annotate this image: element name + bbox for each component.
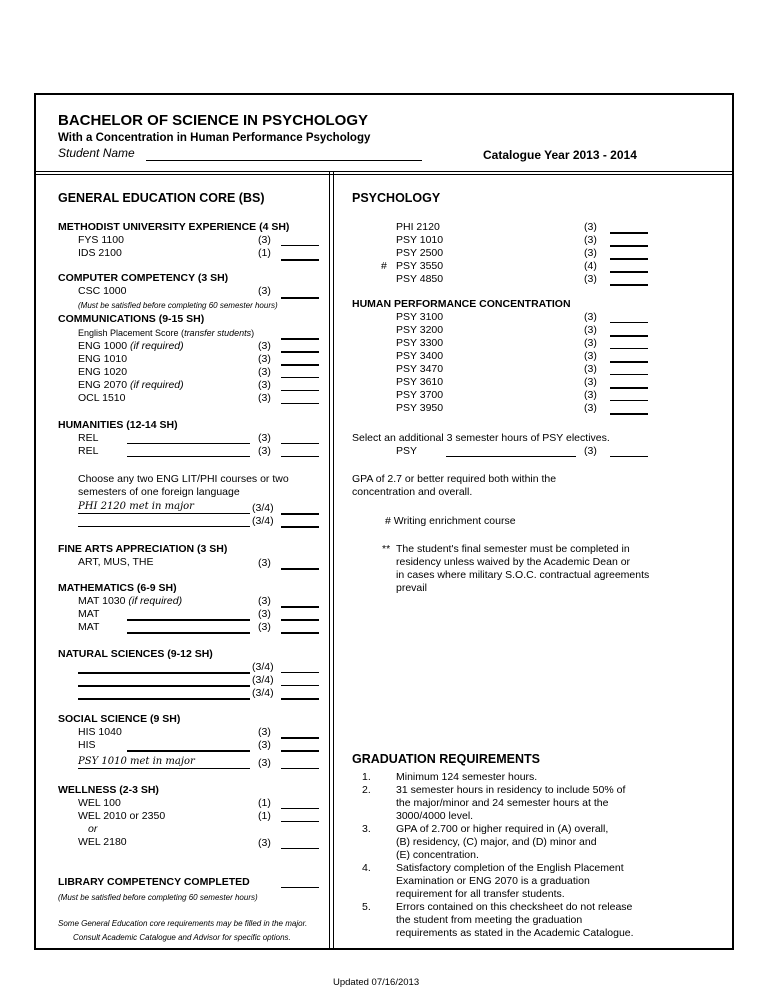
hours: (3) — [584, 221, 597, 233]
grade-blank[interactable] — [610, 361, 648, 363]
column-divider-2 — [333, 172, 334, 949]
grade-blank[interactable] — [281, 750, 319, 752]
hours: (3) — [258, 432, 271, 444]
updated-date: Updated 07/16/2013 — [333, 977, 420, 988]
header-divider — [34, 171, 734, 172]
cc-title: COMPUTER COMPETENCY (3 SH) — [58, 272, 229, 284]
grad-line: 3000/4000 level. — [396, 810, 474, 822]
course-eng1000: ENG 1000 (if required) — [78, 340, 184, 352]
grade-blank[interactable] — [281, 568, 319, 570]
psy-course: PSY 4850 — [396, 273, 444, 285]
hours: (3) — [584, 363, 597, 375]
course-mat: MAT — [78, 621, 100, 633]
cc-note: (Must be satisfied before completing 60 semester hours) — [78, 301, 278, 310]
course-wel2010: WEL 2010 or 2350 — [78, 810, 166, 822]
hum-choose-2: semesters of one foreign language — [78, 486, 240, 498]
hum-choose-1: Choose any two ENG LIT/PHI courses or two — [78, 473, 289, 485]
student-name-field[interactable] — [146, 160, 422, 161]
doc-subtitle: With a Concentration in Human Performance Psychology — [58, 132, 371, 144]
grade-blank[interactable] — [610, 232, 648, 234]
grade-blank[interactable] — [281, 351, 319, 353]
grad-line: the student from meeting the graduation — [396, 914, 583, 926]
final-mark: ** — [382, 543, 391, 555]
course-wel100: WEL 100 — [78, 797, 121, 809]
frame-top — [34, 93, 734, 95]
course-blank[interactable] — [446, 456, 576, 457]
hum-handwritten: PHI 2120 met in major — [78, 501, 194, 512]
writing-note: # Writing enrichment course — [385, 515, 516, 527]
grade-blank[interactable] — [281, 606, 319, 608]
grade-blank[interactable] — [610, 271, 648, 273]
grad-line: Examination or ENG 2070 is a graduation — [396, 875, 590, 887]
grade-blank[interactable] — [281, 259, 319, 261]
hours: (3) — [258, 739, 271, 751]
mue-title: METHODIST UNIVERSITY EXPERIENCE (4 SH) — [58, 221, 290, 233]
grad-line: 31 semester hours in residency to include 50% of — [396, 784, 626, 796]
grad-line: GPA of 2.700 or higher required in (A) overall, — [396, 823, 609, 835]
gpa-line-1: GPA of 2.7 or better required both within the — [352, 473, 557, 485]
grade-blank[interactable] — [610, 400, 648, 401]
grade-blank[interactable] — [281, 632, 319, 634]
hpc-course: PSY 3700 — [396, 389, 444, 401]
hpc-title: HUMAN PERFORMANCE CONCENTRATION — [352, 298, 571, 310]
hours: (3) — [584, 376, 597, 388]
hpc-course: PSY 3400 — [396, 350, 444, 362]
ss-title: SOCIAL SCIENCE (9 SH) — [58, 713, 181, 725]
course-blank[interactable] — [127, 456, 250, 457]
comm-title: COMMUNICATIONS (9-15 SH) — [58, 313, 205, 325]
grade-blank[interactable] — [281, 390, 319, 391]
psy-course: PSY 2500 — [396, 247, 444, 259]
grad-line: (B) residency, (C) major, and (D) minor and — [396, 836, 597, 848]
final-line-1: The student's final semester must be completed in — [396, 543, 630, 555]
frame-left — [34, 93, 36, 950]
final-line-2: residency unless waived by the Academic Dean or — [396, 556, 631, 568]
grade-blank[interactable] — [281, 456, 319, 457]
grad-number: 3. — [362, 823, 371, 835]
course-eng1020: ENG 1020 — [78, 366, 128, 378]
course-mat1030: MAT 1030 (if required) — [78, 595, 183, 607]
grade-blank[interactable] — [610, 348, 648, 349]
grade-blank[interactable] — [281, 403, 319, 404]
grade-blank[interactable] — [610, 284, 648, 286]
math-title: MATHEMATICS (6-9 SH) — [58, 582, 177, 594]
course-ids2100: IDS 2100 — [78, 247, 122, 259]
hours: (3) — [258, 726, 271, 738]
hours: (3) — [258, 234, 271, 246]
grade-blank[interactable] — [281, 808, 319, 809]
grade-blank[interactable] — [281, 338, 319, 340]
grade-blank[interactable] — [281, 672, 319, 673]
grade-blank[interactable] — [281, 364, 319, 366]
course-eng2070: ENG 2070 (if required) — [78, 379, 184, 391]
hum-title: HUMANITIES (12-14 SH) — [58, 419, 178, 431]
grade-blank[interactable] — [281, 848, 319, 849]
grade-blank[interactable] — [610, 374, 648, 375]
course-his: HIS — [78, 739, 96, 751]
grad-number: 5. — [362, 901, 371, 913]
hpc-course: PSY 3610 — [396, 376, 444, 388]
grade-blank[interactable] — [281, 685, 319, 686]
hours: (3) — [584, 324, 597, 336]
course-his1040: HIS 1040 — [78, 726, 122, 738]
hours: (3) — [584, 350, 597, 362]
grad-line: the major/minor and 24 semester hours at the — [396, 797, 609, 809]
hours: (1) — [258, 797, 271, 809]
course-blank[interactable] — [127, 443, 250, 444]
course-fys1100: FYS 1100 — [78, 234, 124, 246]
grad-line: (E) concentration. — [396, 849, 479, 861]
hours: (4) — [584, 260, 597, 272]
grade-blank[interactable] — [281, 737, 319, 739]
hpc-course: PSY 3200 — [396, 324, 444, 336]
gpa-line-2: concentration and overall. — [352, 486, 473, 498]
ss-handwritten: PSY 1010 met in major — [78, 756, 195, 767]
student-name-label: Student Name — [58, 146, 135, 160]
eps-label: English Placement Score (transfer students) — [78, 328, 255, 338]
grade-blank[interactable] — [281, 297, 319, 299]
hours: (3) — [584, 402, 597, 414]
hours: (3) — [258, 353, 271, 365]
lib-note: (Must be satisfied before completing 60 semester hours) — [58, 893, 258, 902]
course-fa: ART, MUS, THE — [78, 556, 154, 568]
grad-line: Errors contained on this checksheet do not release — [396, 901, 633, 913]
hours: (3) — [258, 392, 271, 404]
grade-blank[interactable] — [281, 768, 319, 769]
grad-heading: GRADUATION REQUIREMENTS — [352, 752, 540, 766]
hours: (3) — [258, 595, 271, 607]
grad-line: requirement for all transfer students. — [396, 888, 565, 900]
grade-blank[interactable] — [281, 887, 319, 888]
hours: (3/4) — [252, 661, 274, 673]
catalogue-year: Catalogue Year 2013 - 2014 — [483, 148, 637, 162]
grade-blank[interactable] — [281, 698, 319, 700]
psy-course: PHI 2120 — [396, 221, 440, 233]
psy-course: PSY 1010 — [396, 234, 444, 246]
elective-note: Select an additional 3 semester hours of PSY electives. — [352, 432, 610, 444]
course-blank[interactable] — [78, 768, 250, 769]
footnote-1: Some General Education core requirements may be filled in the major. — [58, 919, 308, 928]
fa-title: FINE ARTS APPRECIATION (3 SH) — [58, 543, 228, 555]
grade-blank[interactable] — [281, 377, 319, 378]
lib-title: LIBRARY COMPETENCY COMPLETED — [58, 876, 250, 888]
course-blank[interactable] — [127, 750, 250, 752]
course-blank[interactable] — [127, 619, 250, 621]
grade-blank[interactable] — [281, 513, 319, 515]
hours: (3/4) — [252, 687, 274, 699]
gen-ed-heading: GENERAL EDUCATION CORE (BS) — [58, 191, 265, 205]
final-line-4: prevail — [396, 582, 427, 594]
hours: (1) — [258, 247, 271, 259]
grade-blank[interactable] — [610, 245, 648, 247]
hours: (3) — [584, 247, 597, 259]
or-label: or — [88, 823, 98, 835]
psy-course: PSY 3550 — [396, 260, 444, 272]
grade-blank[interactable] — [610, 322, 648, 323]
grade-blank[interactable] — [281, 526, 319, 528]
hours: (3) — [258, 340, 271, 352]
hours: (3) — [258, 757, 271, 769]
grade-blank[interactable] — [610, 258, 648, 260]
hours: (3) — [258, 366, 271, 378]
course-blank[interactable] — [78, 685, 250, 687]
psychology-heading: PSYCHOLOGY — [352, 191, 441, 205]
hours: (1) — [258, 810, 271, 822]
course-rel: REL — [78, 445, 99, 457]
grade-blank[interactable] — [281, 821, 319, 822]
hours: (3/4) — [252, 515, 274, 527]
grade-blank[interactable] — [281, 619, 319, 621]
hpc-course: PSY 3100 — [396, 311, 444, 323]
grad-number: 2. — [362, 784, 371, 796]
grade-blank[interactable] — [610, 335, 648, 337]
hours: (3) — [584, 234, 597, 246]
hours: (3/4) — [252, 674, 274, 686]
final-line-3: in cases where military S.O.C. contractual agreements — [396, 569, 650, 581]
course-blank[interactable] — [78, 526, 250, 527]
column-divider — [329, 172, 330, 949]
hours: (3) — [584, 445, 597, 457]
hours: (3) — [258, 285, 271, 297]
hours: (3) — [258, 837, 271, 849]
grade-blank[interactable] — [281, 245, 319, 246]
hours: (3/4) — [252, 502, 274, 514]
course-eng1010: ENG 1010 — [78, 353, 128, 365]
course-ocl1510: OCL 1510 — [78, 392, 126, 404]
hours: (3) — [258, 379, 271, 391]
course-blank[interactable] — [78, 513, 250, 514]
well-title: WELLNESS (2-3 SH) — [58, 784, 159, 796]
hours: (3) — [584, 311, 597, 323]
grad-number: 4. — [362, 862, 371, 874]
course-csc1000: CSC 1000 — [78, 285, 127, 297]
grad-line: Satisfactory completion of the English Placement — [396, 862, 624, 874]
footnote-2: Consult Academic Catalogue and Advisor for specific options. — [73, 933, 291, 942]
hours: (3) — [258, 608, 271, 620]
header-divider-2 — [34, 174, 734, 175]
elective-psy: PSY — [396, 445, 418, 457]
hours: (3) — [584, 389, 597, 401]
hours: (3) — [258, 621, 271, 633]
ns-title: NATURAL SCIENCES (9-12 SH) — [58, 648, 213, 660]
hours: (3) — [258, 445, 271, 457]
grade-blank[interactable] — [281, 443, 319, 444]
grad-line: requirements as stated in the Academic Catalogue. — [396, 927, 634, 939]
course-mat: MAT — [78, 608, 100, 620]
grade-blank[interactable] — [610, 413, 648, 415]
hpc-course: PSY 3300 — [396, 337, 444, 349]
hours: (3) — [584, 337, 597, 349]
frame-bottom — [34, 948, 734, 950]
course-blank[interactable] — [78, 698, 250, 700]
writing-mark: # — [381, 260, 387, 272]
hours: (3) — [258, 557, 271, 569]
course-blank[interactable] — [127, 632, 250, 634]
doc-title: BACHELOR OF SCIENCE IN PSYCHOLOGY — [58, 112, 369, 129]
grade-blank[interactable] — [610, 456, 648, 457]
hpc-course: PSY 3470 — [396, 363, 444, 375]
course-wel2180: WEL 2180 — [78, 836, 127, 848]
grad-line: Minimum 124 semester hours. — [396, 771, 538, 783]
course-rel: REL — [78, 432, 99, 444]
grad-number: 1. — [362, 771, 371, 783]
grade-blank[interactable] — [610, 387, 648, 389]
hpc-course: PSY 3950 — [396, 402, 444, 414]
hours: (3) — [584, 273, 597, 285]
frame-right — [732, 93, 734, 950]
course-blank[interactable] — [78, 672, 250, 674]
